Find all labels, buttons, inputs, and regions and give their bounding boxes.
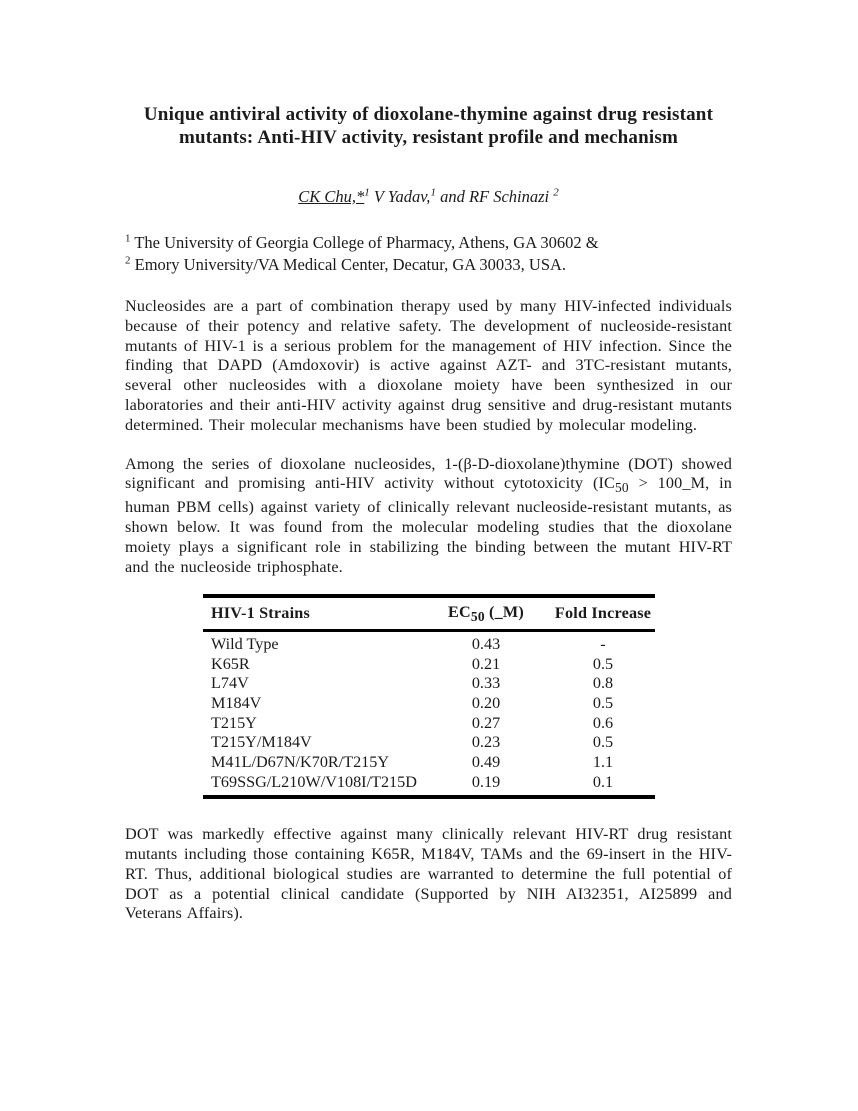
paper-title-line-1: Unique antiviral activity of dioxolane-thymine against drug resistant	[143, 104, 714, 125]
fold-cell: -	[600, 634, 606, 653]
abstract-paragraph-2	[125, 455, 732, 578]
ec50-cell: 0.43	[471, 634, 501, 653]
strain-cell: Wild Type	[211, 634, 279, 653]
author-2-superscript: 1	[430, 186, 436, 199]
fold-cell: 0.8	[592, 674, 614, 693]
resistance-table	[203, 594, 655, 800]
ec50-cell: 0.27	[471, 713, 501, 732]
table-row	[203, 674, 655, 694]
affiliation-1	[125, 232, 732, 254]
ec50-cell: 0.20	[471, 693, 501, 712]
affiliation-2-text: Emory University/VA Medical Center, Decatur, GA 30033, USA.	[130, 255, 567, 274]
paper-title	[125, 103, 732, 149]
ec50-cell: 0.33	[471, 674, 501, 693]
affiliation-2-superscript: 2	[125, 254, 131, 267]
table-row	[203, 772, 655, 797]
fold-cell: 0.1	[592, 772, 614, 791]
strain-cell: L74V	[211, 674, 249, 693]
strain-cell: T69SSG/L210W/V108I/T215D	[211, 772, 417, 791]
strain-cell: K65R	[211, 654, 250, 673]
table-row	[203, 752, 655, 772]
affiliation-2	[125, 254, 732, 276]
ec50-cell: 0.19	[471, 772, 501, 791]
resistance-table-header	[203, 596, 655, 631]
header-row	[203, 596, 655, 631]
affiliations	[125, 232, 732, 276]
abstract-paragraph-3: DOT was markedly effective against many clinically relevant HIV-RT drug resistant mutants including those containing K65R, M184V, TAMs and the 69-insert in the HIV-RT. Thus, additional biological studies are warranted to determine the full potential of DOT as a potential clinical candidate (Supported by NIH AI32351, AI25899 and Veterans Affairs).	[125, 825, 732, 923]
table-row	[203, 733, 655, 753]
table-row	[203, 630, 655, 654]
fold-cell: 0.6	[592, 713, 614, 732]
header-ec50	[421, 596, 551, 631]
author-1-superscript: 1	[364, 186, 370, 199]
header-fold-increase: Fold Increase	[551, 596, 655, 631]
header-ec50-post: (_M)	[484, 602, 524, 621]
ec50-cell: 0.23	[471, 733, 501, 752]
fold-cell: 0.5	[592, 733, 614, 752]
header-hiv-strains: HIV-1 Strains	[203, 596, 421, 631]
author-3-superscript: 2	[553, 186, 559, 199]
author-1: CK Chu,*	[298, 187, 365, 206]
strain-cell: T215Y/M184V	[211, 733, 312, 752]
fold-cell: 0.5	[592, 693, 614, 712]
strain-cell: T215Y	[211, 713, 257, 732]
strain-cell: M41L/D67N/K70R/T215Y	[211, 752, 390, 771]
author-2: V Yadav,	[369, 187, 431, 206]
author-3: and RF Schinazi	[435, 187, 554, 206]
header-ec50-subscript: 50	[470, 608, 485, 624]
strain-cell: M184V	[211, 693, 262, 712]
table-row	[203, 654, 655, 674]
header-ec50-pre: EC	[448, 602, 471, 621]
affiliation-1-text: The University of Georgia College of Pharmacy, Athens, GA 30602 &	[130, 233, 599, 252]
paper-title-line-2: mutants: Anti-HIV activity, resistant profile and mechanism	[179, 127, 678, 148]
resistance-table-body	[203, 630, 655, 797]
author-byline	[125, 187, 732, 207]
ec50-cell: 0.21	[471, 654, 501, 673]
paragraph-2-text-post: > 100_M, in human PBM cells) against variety of clinically relevant nucleoside-resistant mutants, as shown below. It was found from the molecular modeling studies that the dioxolane moiety plays a significant role in stabilizing the binding between the mutant HIV-RT and the nucleoside triphosphate.	[125, 474, 733, 576]
affiliation-1-superscript: 1	[125, 232, 131, 245]
fold-cell: 1.1	[592, 752, 614, 771]
table-row	[203, 713, 655, 733]
paragraph-2-text-pre: Among the series of dioxolane nucleosides, 1-(β-D-dioxolane)thymine (DOT) showed significant and promising anti-HIV activity without cytotoxicity (IC	[125, 454, 732, 493]
fold-cell: 0.5	[592, 654, 614, 673]
ec50-cell: 0.49	[471, 752, 501, 771]
ic50-subscript: 50	[614, 480, 629, 496]
table-row	[203, 693, 655, 713]
abstract-paragraph-1: Nucleosides are a part of combination therapy used by many HIV-infected individuals because of their potency and relative safety. The development of nucleoside-resistant mutants of HIV-1 is a serious problem for the management of HIV infection. Since the finding that DAPD (Amdoxovir) is active against AZT- and 3TC-resistant mutants, several other nucleosides with a dioxolane moiety have been synthesized in our laboratories and their anti-HIV activity against drug sensitive and drug-resistant mutants determined. Their molecular mechanisms have been studied by molecular modeling.	[125, 297, 732, 434]
